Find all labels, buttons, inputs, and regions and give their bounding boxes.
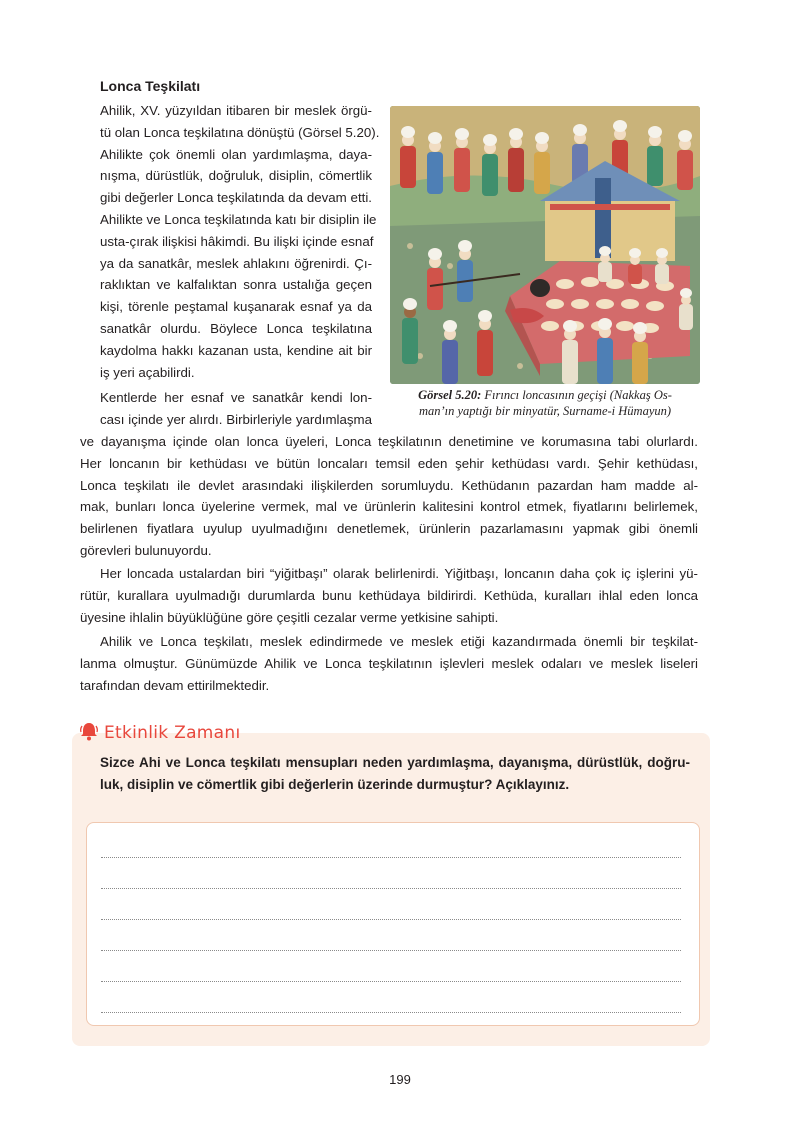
miniature-illustration	[390, 106, 700, 384]
paragraph-3	[80, 563, 698, 628]
text-line: lanma olmuştur. Günümüzde Ahilik ve Lonca teşkilatının işlevleri meslek odaları ve meslek liseleri	[80, 655, 698, 671]
text-line: iş yeri açabilirdi.	[100, 364, 195, 380]
text-line: cası içinde yer alırdı. Birbirleriyle yardımlaşma	[100, 411, 372, 427]
text-line: kişi, törenle peştamal kuşanarak esnaf ya da	[100, 299, 372, 315]
text-line: Her loncada ustalardan biri “yiğitbaşı” olarak belirlenirdi. Yiğitbaşı, loncanın daha çok iç işlerini yü-	[100, 566, 698, 581]
text-line: görevleri bulunuyordu.	[80, 542, 212, 558]
caption-text-line-1: Fırıncı loncasının geçişi (Nakkaş Os-	[481, 388, 672, 402]
text-line: Ahilikte ve Lonca teşkilatında katı bir disiplin ile	[100, 211, 377, 227]
bell-icon	[78, 720, 100, 747]
activity-header	[78, 719, 240, 747]
text-line: usta-çırak ilişkisi hâkimdi. Bu ilişki içinde esnaf	[100, 233, 374, 249]
caption-text-line-2: man’ın yaptığı bir minyatür, Surname-i Hümayun)	[418, 404, 672, 418]
activity-question	[100, 752, 690, 796]
text-line: Ahilik ve Lonca teşkilatı, meslek edindirmede ve meslek etiği kazandırmada önemli bir teşkilat-	[100, 634, 698, 649]
text-line: belirlenen fiyatlara uyulup uyulmadığını denetlemek, ürünlerin pazarlamasını yapmak gibi önemli	[80, 521, 698, 537]
activity-title: Etkinlik Zamanı	[104, 723, 241, 743]
text-line: ya da sanatkâr, meslek ahlakını öğrenirdi. Çı-	[100, 255, 372, 271]
figure-caption	[385, 387, 705, 419]
text-line: Lonca teşkilatı ile devlet arasındaki ilişkilerden sorumluydu. Kethüdanın pazardan ham madde al-	[80, 477, 698, 493]
paragraph-1	[100, 100, 380, 383]
answer-line[interactable]	[101, 950, 681, 951]
text-line: sanatkâr olurdu. Böylece Lonca teşkilatına	[100, 320, 372, 336]
text-line: Ahilikte çok önemli olan yardımlaşma, daya-	[100, 146, 372, 162]
caption-label: Görsel 5.20:	[418, 388, 482, 402]
paragraph-4	[80, 631, 698, 696]
text-line: gibi değerler Lonca teşkilatında da devam etti.	[100, 190, 372, 206]
text-line: raklıktan ve kalfalıktan sonra ustalığa geçen	[100, 277, 372, 293]
text-line: tarafından devam ettirilmektedir.	[80, 677, 270, 693]
text-line: tü olan Lonca teşkilatına dönüştü (Görsel 5.20).	[100, 124, 380, 140]
answer-line[interactable]	[101, 919, 681, 920]
section-title: Lonca Teşkilatı	[100, 78, 201, 94]
question-line: Sizce Ahi ve Lonca teşkilatı mensupları neden yardımlaşma, dayanışma, dürüstlük, doğru-	[100, 755, 690, 770]
answer-line[interactable]	[101, 888, 681, 889]
text-line: ve dayanışma içinde olan lonca üyeleri, Lonca teşkilatının denetimine ve korumasına tabi olurlardı.	[80, 434, 698, 449]
answer-line[interactable]	[101, 857, 681, 858]
answer-line[interactable]	[101, 981, 681, 982]
answer-line[interactable]	[101, 1012, 681, 1013]
text-line: Kentlerde her esnaf ve sanatkâr kendi lon-	[100, 390, 372, 405]
paragraph-2-start	[100, 387, 372, 431]
paragraph-2-continued	[80, 431, 698, 562]
text-line: üyesine ihlalin büyüklüğüne göre çeşitli cezalar verme yetkisine sahipti.	[80, 609, 499, 625]
text-line: rütür, kurallara uyulmadığı durumlarda bunu kethüdaya bildirirdi. Kethüda, kuralları ihlal eden lonca	[80, 587, 698, 603]
text-line: kaydolma hakkı kazanan usta, kendine ait bir	[100, 342, 372, 358]
page-number: 199	[389, 1072, 411, 1087]
text-line: nışma, dürüstlük, doğruluk, disiplin, cömertlik	[100, 168, 372, 184]
text-line: Ahilik, XV. yüzyıldan itibaren bir meslek örgü-	[100, 103, 372, 118]
text-line: Her loncanın bir kethüdası ve bütün loncaları temsil eden şehir kethüdası vardı. Şehir kethüdası,	[80, 455, 698, 471]
question-line: luk, disiplin ve cömertlik gibi değerlerin üzerinde durmuştur? Açıklayınız.	[100, 777, 570, 792]
answer-area[interactable]	[86, 822, 700, 1026]
miniature-artwork	[390, 106, 700, 384]
text-line: mak, bunları lonca üyelerine vermek, mal ve ürünlerin kalitesini kontrol etmek, fiyatlarını belirlemek,	[80, 499, 698, 515]
